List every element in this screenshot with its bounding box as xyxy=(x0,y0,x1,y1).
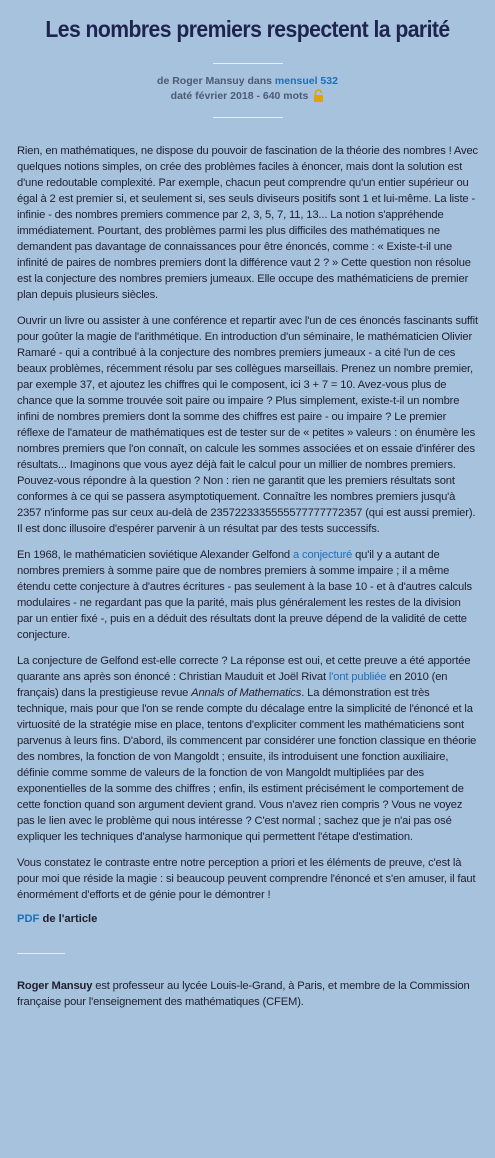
date-line: daté février 2018 - 640 mots xyxy=(170,90,309,102)
meta-divider xyxy=(213,117,283,118)
article-body xyxy=(17,143,478,925)
issue-link[interactable]: mensuel 532 xyxy=(274,75,338,87)
byline xyxy=(17,74,478,89)
author-bio xyxy=(17,978,478,1010)
journal-name: Annals of Mathematics xyxy=(191,687,302,699)
p3-text-after: qu'il y a autant de nombres premiers à somme paire que de nombres premiers à somme impaire ; il a même étendu cette conjecture à d'autres écritures - pas seulement à la base 10 - et à d'autres calculs modulaires - ne regardant pas que la parité, mais plus généralement les restes de la division par un entier fixé -, puis en a déduit des résultats dont la preuve dépend de la validité de cette conjecture. xyxy=(17,549,472,641)
paragraph-5: Vous constatez le contraste entre notre perception a priori et les éléments de preuve, c'est là pour moi que réside la magie : si beaucoup peuvent comprendre l'énoncé et s'en amuser, il faut énormément d'efforts et de génie pour le démontrer ! xyxy=(17,857,476,901)
title-divider xyxy=(213,63,283,64)
date-line-row xyxy=(17,89,478,107)
article-title: Les nombres premiers respectent la parité xyxy=(45,16,450,42)
p4-text-before: La conjecture de Gelfond est-elle correcte ? La réponse est oui, et cette preuve a été apportée quarante ans après son énoncé : Christian Mauduit et Joël Rivat xyxy=(17,655,471,683)
paragraph-3 xyxy=(17,547,478,643)
p3-text-before: En 1968, le mathématicien soviétique Alexander Gelfond xyxy=(17,549,293,561)
bio-divider xyxy=(17,953,65,954)
paragraph-2: Ouvrir un livre ou assister à une conférence et repartir avec l'un de ces énoncés fascinants suffit pour goûter la magie de l'arithmétique. En introduction d'un séminaire, le mathématicien Olivier Ramaré - qui a contribué à la conjecture des nombres premiers jumeaux - a cité l'un de ces beaux problèmes, récemment résolu par ses collègues marseillais. Prenez un nombre premier, par exemple 37, et ajoutez les chiffres qui le composent, ici 3 + 7 = 10. Avez-vous plus de chance que la somme trouvée soit paire ou impaire ? Plus simplement, existe-t-il un nombre infini de nombres premiers dont la somme des chiffres est paire - ou impaire ? Le premier réflexe de l'amateur de mathématiques est de tester sur de « petites » valeurs : on énumère les nombres premiers que l'on connaît, on calcule les sommes associées et on essaie d'inférer des résultats... Imaginons que vous ayez déjà fait le calcul pour un millier de nombres premiers. Pouvez-vous répondre à la question ? Non : rien ne garantit que les premiers résultats sont conformes à ce qui se passera asymptotiquement. Connaître les nombres premiers jusqu'à 2357 n'informe pas sur ceux au-delà de 2357223335555577777772357 (qui est aussi premier). Il est donc illusoire d'espérer parvenir à un résultat par des tests successifs. xyxy=(17,315,478,535)
padlock-icon xyxy=(313,89,324,107)
article-meta xyxy=(17,74,478,107)
conjecture-link[interactable]: a conjecturé xyxy=(292,549,353,561)
publication-link[interactable]: l'ont publiée xyxy=(328,671,387,683)
paragraph-4 xyxy=(17,653,478,845)
paragraph-1: Rien, en mathématiques, ne dispose du pouvoir de fascination de la théorie des nombres ! Avec quelques notions simples, on crée des problèmes faciles à énoncer, mais dont la solution est d'une redoutable complexité. Par exemple, chacun peut comprendre qu'un entier supérieur ou égal à 2 est premier si, et seulement si, ses seuls diviseurs positifs sont 1 et lui-même. La liste - infinie - des nombres premiers commence par 2, 3, 5, 7, 11, 13... La notion s'appréhende immédiatement. Pourtant, des problèmes parmi les plus difficiles des mathématiques ne demandent pas davantage de connaissances pour être énoncés, comme : « Existe-t-il une infinité de paires de nombres premiers dont la différence vaut 2 ? » Cette question non résolue est la conjecture des nombres premiers jumeaux. Elle occupe des mathématiciens de premier plan depuis plusieurs siècles. xyxy=(17,145,478,301)
p4-text-after: . La démonstration est très technique, mais pour que l'on se rende compte du décalage entre la simplicité de l'énoncé et la virtuosité de la stratégie mise en place, tentons d'expliciter comment les mathématiciens sont parvenus à leurs fins. D'abord, ils commencent par considérer une fonction classique en théorie des nombres, la fonction de von Mangoldt ; ensuite, ils introduisent une fonction auxiliaire, définie comme somme de valeurs de la fonction de von Mangoldt multipliées par des exponentielles de la somme des chiffres ; enfin, ils estiment précisément le comportement de cette fonction quand son argument devient grand. Vous n'avez rien compris ? Vous ne voyez pas le lien avec le problème qui nous intéresse ? C'est normal ; sachez que je n'ai pas osé expliquer les techniques d'analyse harmonique qui permettent l'étape d'estimation. xyxy=(17,687,477,843)
author-prefix: de Roger Mansuy dans xyxy=(157,75,272,87)
p4-text-mid: en 2010 (en français) dans la prestigieuse revue xyxy=(17,671,448,699)
pdf-line xyxy=(17,913,478,925)
pdf-line-rest: de l'article xyxy=(39,913,98,925)
bio-text: est professeur au lycée Louis-le-Grand, à Paris, et membre de la Commission française pour l'enseignement des mathématiques (CFEM). xyxy=(17,980,470,1008)
pdf-link[interactable]: PDF xyxy=(17,913,40,925)
bio-author-name: Roger Mansuy xyxy=(17,980,93,992)
